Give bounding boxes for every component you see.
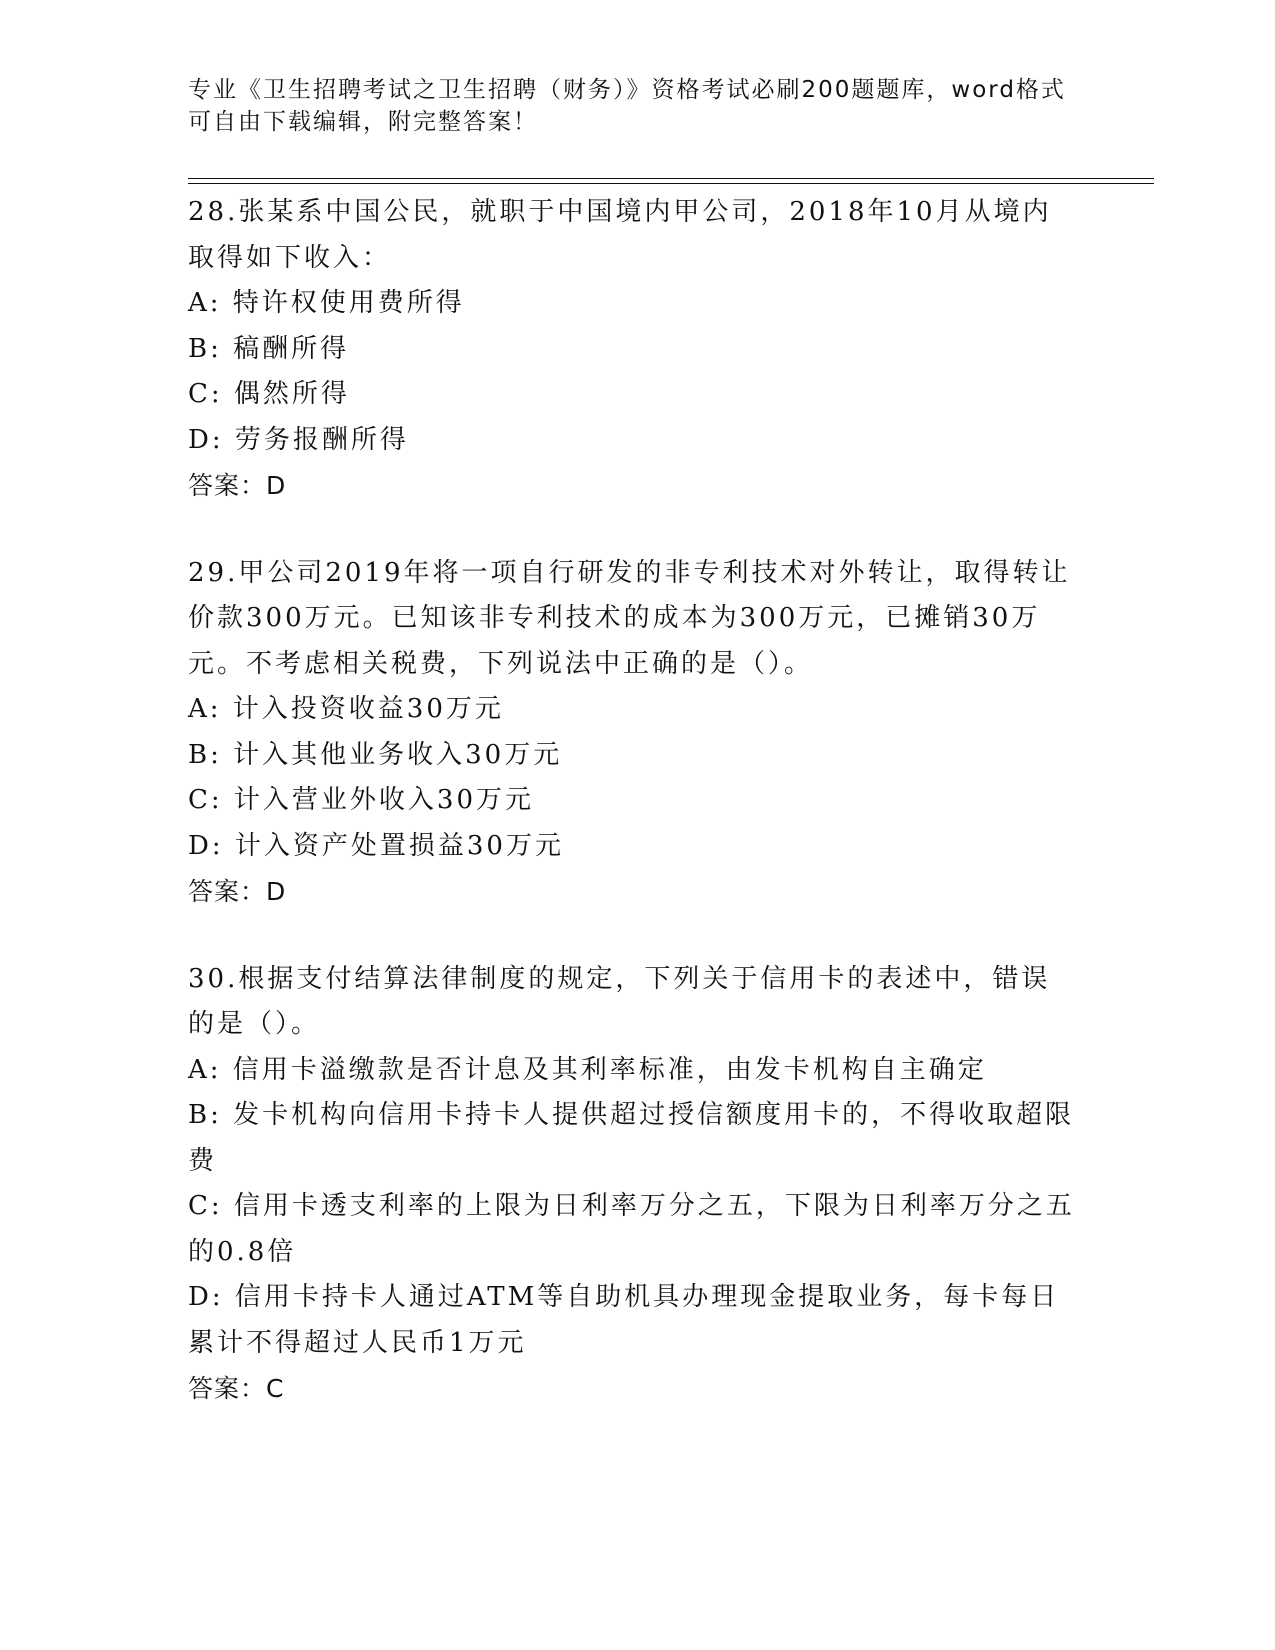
question-item bbox=[188, 551, 1078, 915]
option-a: A: 特许权使用费所得 bbox=[188, 288, 465, 318]
option-d: D: 计入资产处置损益30万元 bbox=[188, 830, 564, 861]
question-stem: 28.张某系中国公民，就职于中国境内甲公司，2018年10月从境内取得如下收入： bbox=[188, 197, 1052, 273]
option-c: C: 计入营业外收入30万元 bbox=[188, 785, 535, 815]
option-c: C: 信用卡透支利率的上限为日利率万分之五，下限为日利率万分之五的0.8倍 bbox=[188, 1191, 1075, 1267]
option-c: C: 偶然所得 bbox=[188, 379, 350, 409]
answer-line: 答案：D bbox=[188, 471, 287, 500]
question-stem: 29.甲公司2019年将一项自行研发的非专利技术对外转让，取得转让价款300万元。已知该非专利技术的成本为300万元，已摊销30万元。不考虑相关税费，下列说法中正确的是（）。 bbox=[188, 557, 1071, 679]
header-title-line-1: 专业《卫生招聘考试之卫生招聘（财务）》资格考试必刷200题题库，word格式 bbox=[188, 77, 1066, 103]
option-a: A: 计入投资收益30万元 bbox=[188, 694, 504, 724]
option-b: B: 计入其他业务收入30万元 bbox=[188, 739, 563, 770]
option-a: A: 信用卡溢缴款是否计息及其利率标准，由发卡机构自主确定 bbox=[188, 1054, 987, 1085]
header-title-line-2: 可自由下载编辑，附完整答案！ bbox=[188, 109, 538, 135]
option-b: B: 稿酬所得 bbox=[188, 333, 350, 364]
answer-line: 答案：C bbox=[188, 1374, 285, 1403]
option-d: D: 劳务报酬所得 bbox=[188, 424, 409, 455]
header-rule-bottom bbox=[188, 183, 1154, 184]
header-rule-top bbox=[188, 178, 1154, 179]
option-b: B: 发卡机构向信用卡持卡人提供超过授信额度用卡的，不得收取超限费 bbox=[188, 1100, 1075, 1176]
question-stem: 30.根据支付结算法律制度的规定，下列关于信用卡的表述中，错误的是（）。 bbox=[188, 963, 1051, 1039]
answer-line: 答案：D bbox=[188, 877, 287, 906]
question-item bbox=[188, 190, 1078, 509]
option-d: D: 信用卡持卡人通过ATM等自助机具办理现金提取业务，每卡每日累计不得超过人民币1万元 bbox=[188, 1282, 1060, 1358]
document-header bbox=[188, 74, 1068, 138]
question-item bbox=[188, 957, 1078, 1412]
question-list bbox=[188, 190, 1078, 1454]
